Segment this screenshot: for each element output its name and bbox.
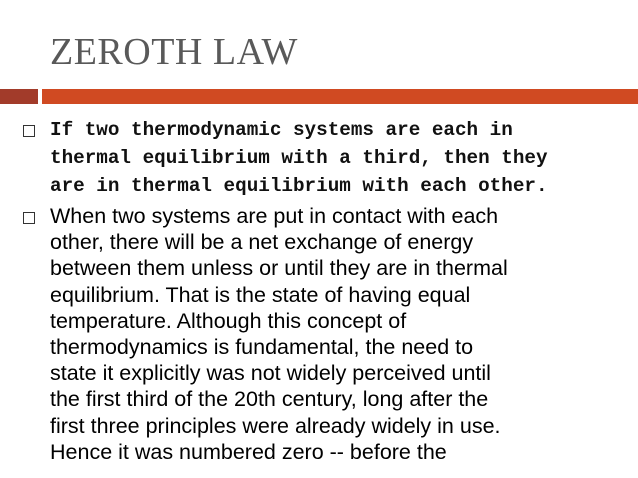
bullet-1-line: thermal equilibrium with a third, then they [50,147,548,169]
slide-title: ZEROTH LAW [50,31,298,73]
bullet-2-line: between them unless or until they are in thermal [50,256,508,281]
bullet-1-text [50,116,548,200]
bullet-2-line: first three principles were already widely in use. [50,413,501,438]
title-divider-left [0,89,38,104]
square-outline-icon [23,125,35,137]
bullet-2-line: temperature. Although this concept of [50,308,407,333]
bullet-2-line: When two systems are put in contact with each [50,204,499,228]
bullet-2-line: equilibrium. That is the state of having equal [50,282,471,307]
bullet-1-line: If two thermodynamic systems are each in [50,119,513,141]
title-divider-right [42,89,638,104]
square-outline-icon [23,212,35,224]
bullet-2-line: other, there will be a net exchange of energy [50,230,474,255]
bullet-1-line: are in thermal equilibrium with each other. [50,175,548,197]
bullet-2-text [50,203,508,465]
bullet-2-line: state it explicitly was not widely perceived until [50,361,491,386]
bullet-2-line: Hence it was numbered zero -- before the [50,439,447,464]
bullet-2-line: the first third of the 20th century, long after the [50,387,489,412]
bullet-2-line: thermodynamics is fundamental, the need to [50,335,474,360]
